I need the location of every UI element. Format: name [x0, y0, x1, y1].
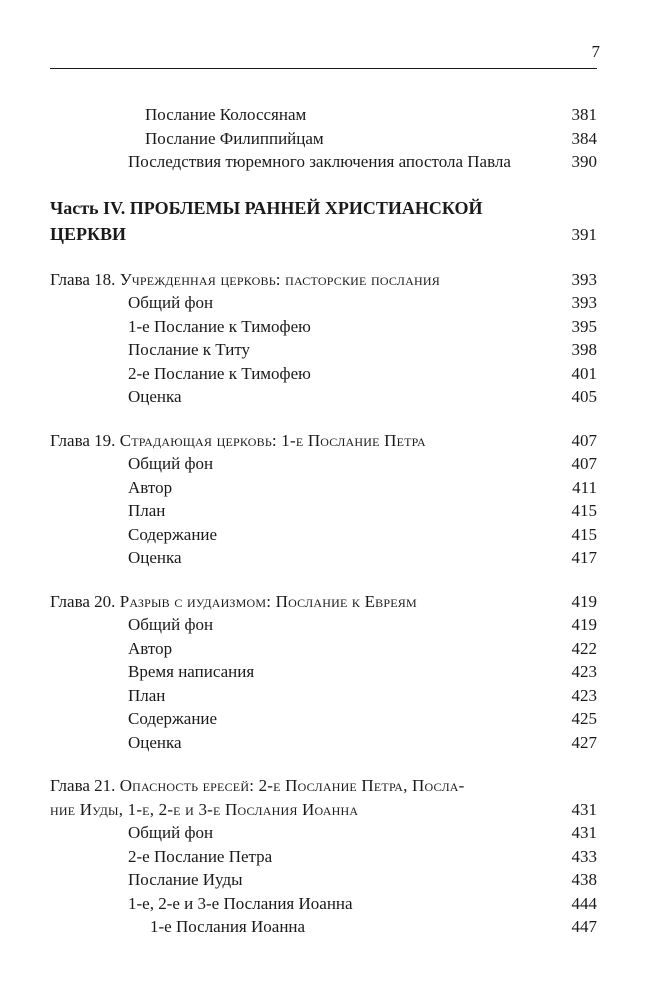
entry-page: 415: [571, 524, 597, 544]
toc-entry: [50, 637, 597, 661]
entry-title: План: [128, 685, 166, 705]
entry-title: Послание Филиппийцам: [145, 128, 324, 148]
entry-title: Содержание: [128, 524, 218, 544]
entry-page: 433: [571, 846, 597, 866]
entry-title: Содержание: [128, 709, 218, 728]
entry-title: Время написания: [128, 662, 255, 681]
toc-subentry: [50, 915, 597, 939]
toc-entry: [50, 523, 597, 547]
chapter-heading: [50, 429, 597, 453]
entry-title: Автор: [128, 477, 173, 497]
entry-title: Общий фон: [128, 293, 214, 312]
table-of-contents: [50, 103, 597, 939]
toc-entry: [50, 731, 597, 755]
toc-entry: [50, 362, 597, 386]
entry-page: 393: [571, 293, 597, 312]
chapter-page: 419: [571, 591, 597, 611]
entry-page: 390: [571, 152, 597, 171]
entry-page: 423: [571, 662, 597, 681]
header-rule: [50, 68, 597, 69]
chapter-page: 431: [571, 799, 597, 819]
part-heading: [50, 195, 597, 248]
toc-entry: [50, 127, 597, 151]
part-title-line1: Часть IV. ПРОБЛЕМЫ РАННЕЙ ХРИСТИАНСКОЙ: [50, 197, 483, 218]
chapter-title-line2: ние Иуды, 1-е, 2-е и 3-е Послания Иоанна: [50, 799, 359, 819]
chapter-label: Глава 21.: [50, 776, 116, 795]
entry-page: 422: [571, 638, 597, 658]
entry-title: Оценка: [128, 548, 182, 567]
entry-title: 1-е Послания Иоанна: [150, 917, 306, 936]
entry-page: 438: [571, 870, 597, 889]
chapter-heading: [50, 268, 597, 292]
chapter-label: Глава 19.: [50, 430, 116, 450]
entry-title: План: [128, 501, 166, 520]
toc-entry: [50, 315, 597, 339]
chapter-title: Разрыв с иудаизмом: Послание к Евреям: [119, 591, 417, 611]
chapter-heading: [50, 590, 597, 614]
chapter-heading-line1: [50, 774, 597, 798]
part-page: 391: [571, 224, 597, 244]
chapter-title-line1: Опасность ересей: 2-е Послание Петра, Посла-: [119, 776, 465, 795]
entry-title: 2-е Послание к Тимофею: [128, 363, 311, 383]
toc-entry: [50, 821, 597, 845]
chapter-label: Глава 18.: [50, 269, 116, 289]
chapter-title: Учрежденная церковь: пасторские послания: [119, 269, 440, 289]
entry-title: Послание Иуды: [128, 870, 243, 889]
entry-title: Послание Колоссянам: [145, 105, 307, 124]
toc-entry: [50, 338, 597, 362]
chapter-page: 407: [571, 430, 597, 450]
entry-page: 411: [572, 477, 597, 497]
toc-entry: [50, 150, 597, 174]
entry-title: 1-е, 2-е и 3-е Послания Иоанна: [128, 893, 353, 913]
entry-page: 447: [571, 917, 597, 936]
entry-page: 407: [571, 454, 597, 473]
entry-title: Оценка: [128, 732, 182, 752]
entry-page: 415: [571, 501, 597, 520]
entry-page: 381: [571, 105, 597, 124]
chapter-21: [50, 774, 597, 939]
entry-page: 427: [571, 732, 597, 752]
entry-page: 401: [571, 363, 597, 383]
entry-page: 425: [571, 709, 597, 728]
chapter-heading-line2: [50, 798, 597, 822]
entry-page: 398: [571, 340, 597, 359]
toc-entry: [50, 868, 597, 892]
entry-page: 444: [571, 893, 597, 913]
chapter-page: 393: [571, 269, 597, 289]
toc-entry: [50, 452, 597, 476]
chapter-20: [50, 590, 597, 755]
toc-entry: [50, 291, 597, 315]
toc-entry: [50, 660, 597, 684]
entry-page: 405: [571, 387, 597, 406]
entry-page: 384: [571, 128, 597, 148]
part-title-line2: ЦЕРКВИ: [50, 223, 127, 244]
chapter-18: [50, 268, 597, 409]
toc-entry: [50, 684, 597, 708]
toc-entry: [50, 613, 597, 637]
toc-entry: [50, 499, 597, 523]
entry-title: Последствия тюремного заключения апостола Павла: [128, 152, 511, 171]
chapter-19: [50, 429, 597, 570]
entry-title: Оценка: [128, 387, 182, 406]
toc-entry: [50, 892, 597, 916]
chapter-title: Страдающая церковь: 1-е Послание Петра: [119, 430, 426, 450]
entry-page: 395: [571, 316, 597, 336]
entry-page: 419: [571, 615, 597, 634]
toc-entry: [50, 845, 597, 869]
toc-entry: [50, 707, 597, 731]
entry-title: Общий фон: [128, 454, 214, 473]
chapter-label: Глава 20.: [50, 591, 116, 611]
entry-title: Автор: [128, 638, 173, 658]
toc-entry: [50, 476, 597, 500]
entry-page: 431: [571, 823, 597, 842]
toc-entry: [50, 385, 597, 409]
entry-title: Общий фон: [128, 615, 214, 634]
entry-title: Общий фон: [128, 823, 214, 842]
toc-entry: [50, 103, 597, 127]
toc-entry: [50, 546, 597, 570]
entry-title: 2-е Послание Петра: [128, 846, 273, 866]
entry-page: 423: [571, 685, 597, 705]
entry-title: 1-е Послание к Тимофею: [128, 316, 311, 336]
page-number: 7: [591, 42, 600, 61]
entry-title: Послание к Титу: [128, 340, 251, 359]
entry-page: 417: [571, 548, 597, 567]
